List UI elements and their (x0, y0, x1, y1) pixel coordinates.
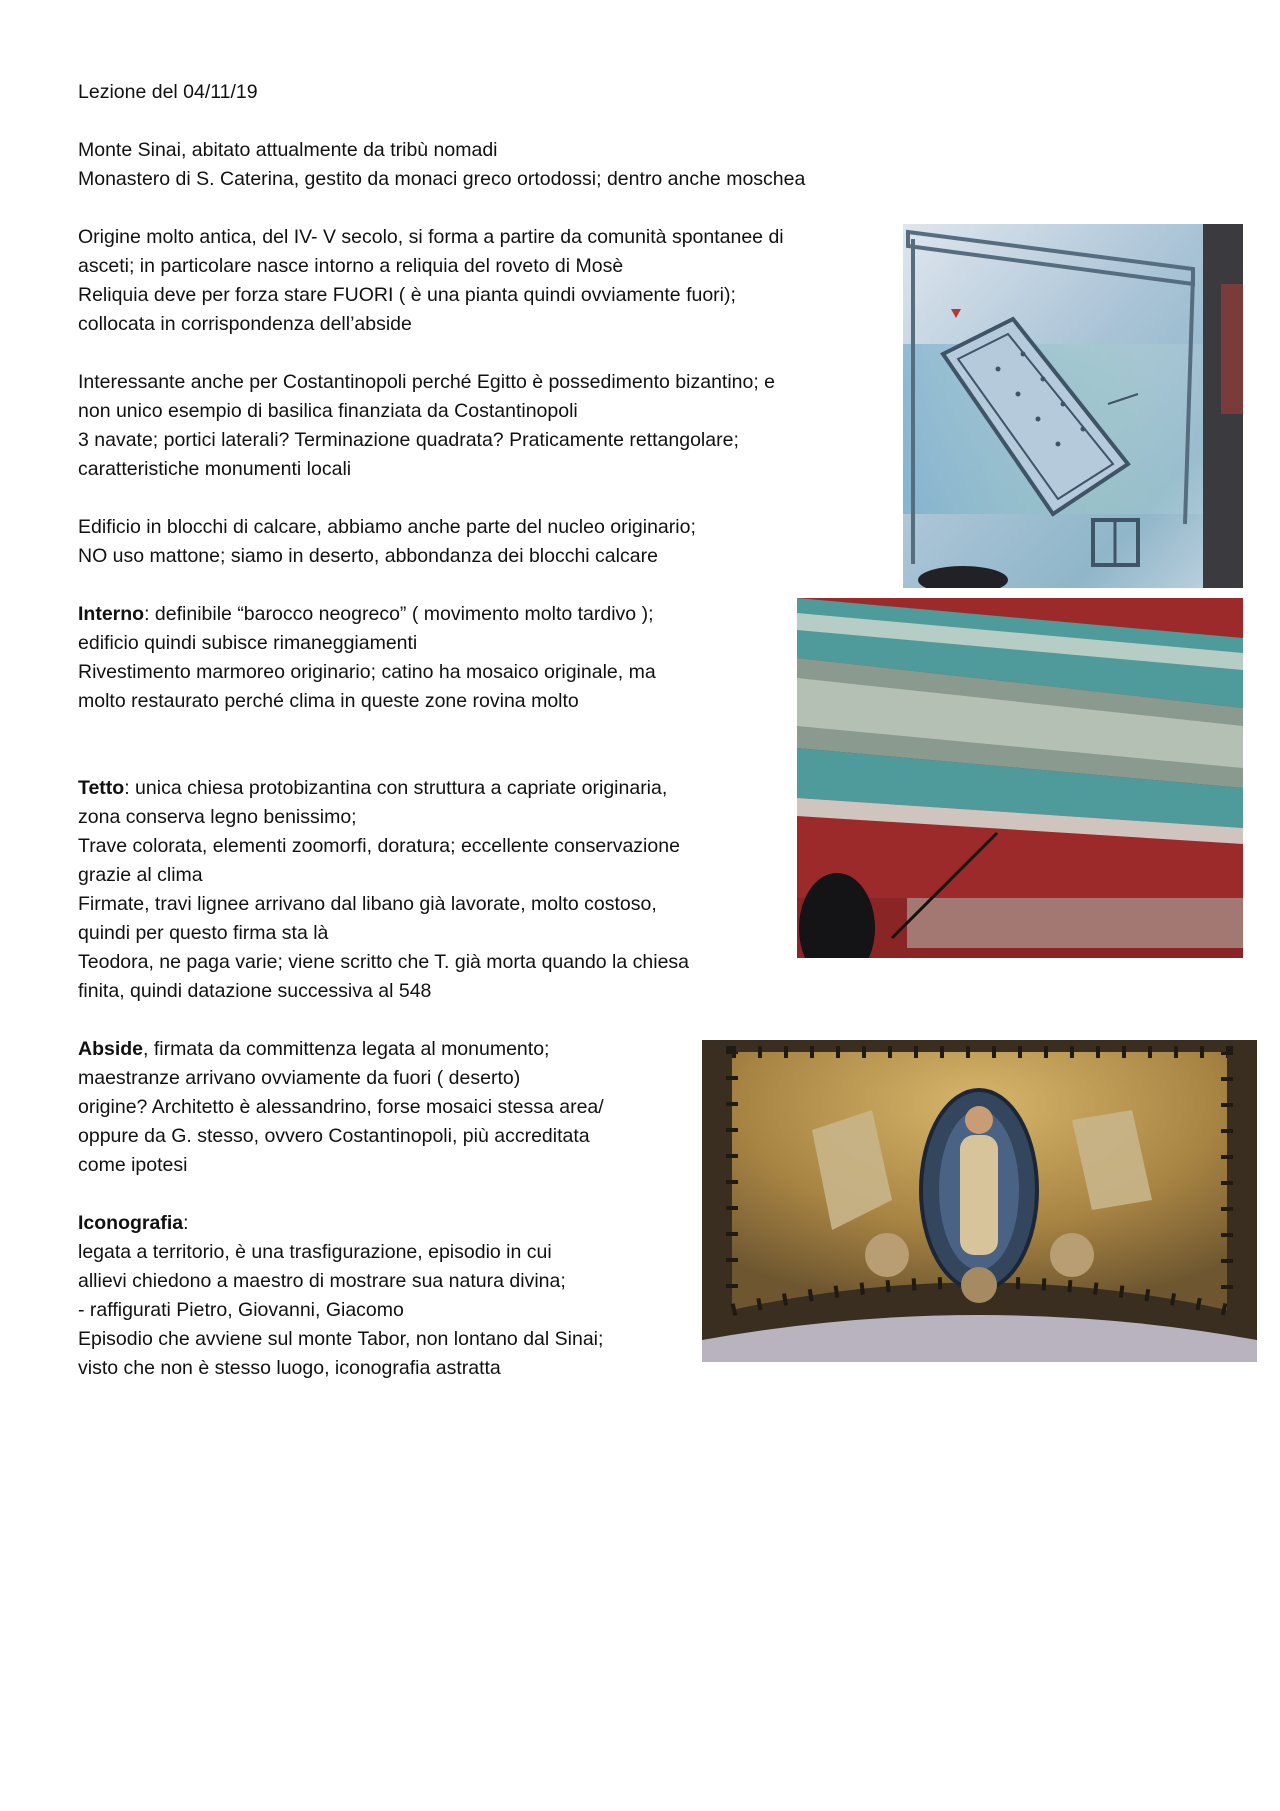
interior-line: molto restaurato perché clima in queste zone rovina molto (78, 690, 579, 712)
roof-beam-photo (797, 598, 1243, 958)
roof-line: Trave colorata, elementi zoomorfi, doratura; eccellente conservazione (78, 835, 680, 857)
roof-line: Firmate, travi lignee arrivano dal libano già lavorate, molto costoso, (78, 893, 657, 915)
interior-heading: Interno (78, 603, 145, 625)
intro-line: Monte Sinai, abitato attualmente da tribù nomadi (78, 139, 498, 161)
building-line: Edificio in blocchi di calcare, abbiamo anche parte del nucleo originario; (78, 516, 696, 538)
iconography-line: legata a territorio, è una trasfigurazione, episodio in cui (78, 1241, 552, 1263)
apse-mosaic-photo (702, 1040, 1257, 1362)
roof-line: Teodora, ne paga varie; viene scritto che T. già morta quando la chiesa (78, 951, 690, 973)
intro-line: Monastero di S. Caterina, gestito da monaci greco ortodossi; dentro anche moschea (78, 168, 806, 190)
roof-line: zona conserva legno benissimo; (78, 806, 357, 828)
iconography-heading-line (78, 1209, 189, 1238)
roof-heading-line (78, 774, 667, 803)
roof-line: finita, quindi datazione successiva al 548 (78, 980, 432, 1002)
constantinople-line: non unico esempio di basilica finanziata da Costantinopoli (78, 400, 578, 422)
interior-heading-line (78, 600, 653, 629)
roof-line: quindi per questo firma sta là (78, 922, 329, 944)
roof-line: grazie al clima (78, 864, 203, 886)
apse-line: oppure da G. stesso, ovvero Costantinopoli, più accreditata (78, 1125, 590, 1147)
apse-heading-line (78, 1035, 549, 1064)
apse-first-text: , firmata da committenza legata al monumento; (143, 1038, 550, 1060)
iconography-line: visto che non è stesso luogo, iconografia astratta (78, 1357, 501, 1379)
constantinople-line: Interessante anche per Costantinopoli perché Egitto è possedimento bizantino; e (78, 371, 776, 393)
apse-line: come ipotesi (78, 1154, 188, 1176)
origin-line: Origine molto antica, del IV- V secolo, si forma a partire da comunità spontanee di (78, 226, 784, 248)
apse-line: maestranze arrivano ovviamente da fuori ( deserto) (78, 1067, 521, 1089)
interior-line: edificio quindi subisce rimaneggiamenti (78, 632, 418, 654)
iconography-heading: Iconografia (78, 1212, 184, 1234)
origin-line: asceti; in particolare nasce intorno a reliquia del roveto di Mosè (78, 255, 624, 277)
floor-plan-photo (903, 224, 1243, 588)
apse-line: origine? Architetto è alessandrino, forse mosaici stessa area/ (78, 1096, 604, 1118)
origin-line: Reliquia deve per forza stare FUORI ( è una pianta quindi ovviamente fuori); (78, 284, 736, 306)
constantinople-line: 3 navate; portici laterali? Terminazione quadrata? Praticamente rettangolare; (78, 429, 739, 451)
building-line: NO uso mattone; siamo in deserto, abbondanza dei blocchi calcare (78, 545, 658, 567)
roof-heading: Tetto (78, 777, 125, 799)
apse-heading: Abside (78, 1038, 144, 1060)
interior-first-text: : definibile “barocco neogreco” ( movimento molto tardivo ); (144, 603, 654, 625)
page-title: Lezione del 04/11/19 (78, 81, 258, 103)
roof-first-text: : unica chiesa protobizantina con struttura a capriate originaria, (124, 777, 668, 799)
iconography-line: - raffigurati Pietro, Giovanni, Giacomo (78, 1299, 404, 1321)
iconography-line: allievi chiedono a maestro di mostrare sua natura divina; (78, 1270, 566, 1292)
origin-line: collocata in corrispondenza dell’abside (78, 313, 412, 335)
constantinople-line: caratteristiche monumenti locali (78, 458, 352, 480)
interior-line: Rivestimento marmoreo originario; catino ha mosaico originale, ma (78, 661, 656, 683)
iconography-line: Episodio che avviene sul monte Tabor, non lontano dal Sinai; (78, 1328, 604, 1350)
iconography-first-text: : (183, 1212, 189, 1234)
